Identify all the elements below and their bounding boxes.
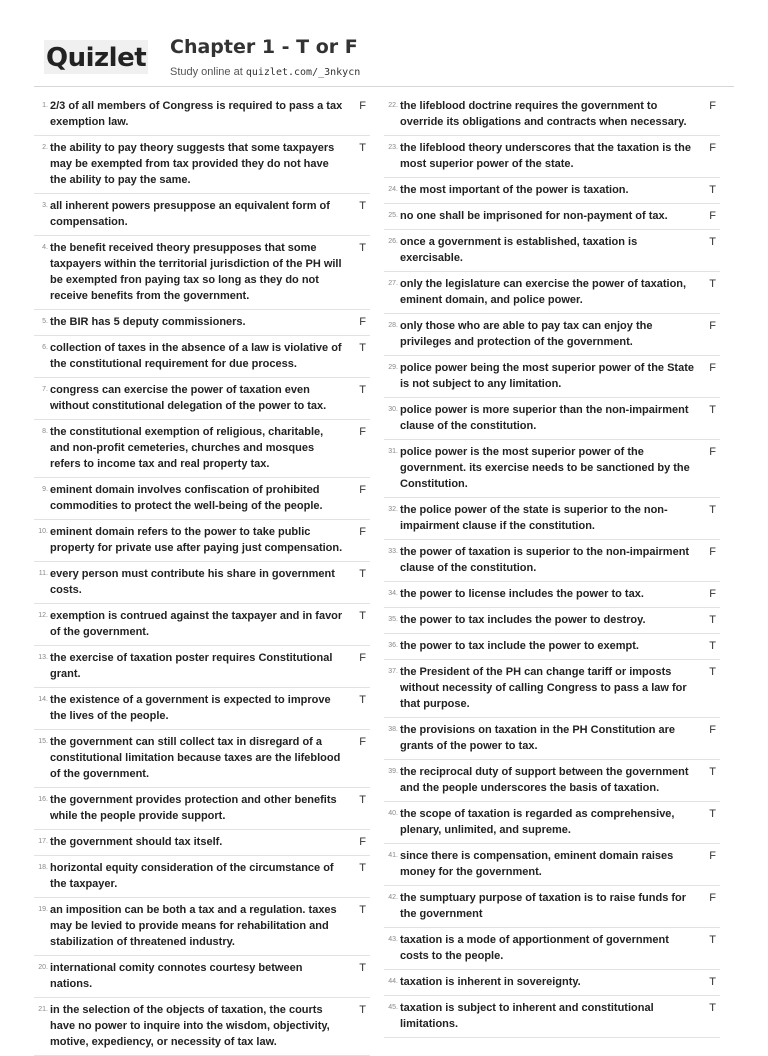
question-text: the reciprocal duty of support between the government and the people underscores the basis of taxation.: [400, 766, 689, 794]
question-text: the benefit received theory presupposes that some taxpayers within the territorial jurisdiction of the PH will be exempted fron paying tax so long as they do not receive benefits from the government.: [50, 242, 342, 302]
question-text: the government can still collect tax in disregard of a constitutional limitation because taxes are the lifeblood of the government.: [50, 736, 341, 780]
question-text: the existence of a government is expected to improve the lives of the people.: [50, 694, 331, 722]
question-item: [384, 928, 720, 970]
question-text: once a government is established, taxation is exercisable.: [400, 236, 638, 264]
question-number: 27.: [388, 280, 398, 287]
question-number: 23.: [388, 144, 398, 151]
question-number: 45.: [388, 1004, 398, 1011]
question-text: the ability to pay theory suggests that some taxpayers may be exempted from tax provided they do not have the ability to pay the same.: [50, 142, 335, 186]
question-number: 13.: [38, 654, 48, 661]
question-text: eminent domain involves confiscation of prohibited commodities to protect the well-being of the people.: [50, 484, 323, 512]
question-item: [384, 272, 720, 314]
question-item: [384, 608, 720, 634]
question-number: 39.: [388, 768, 398, 775]
question-item: [384, 230, 720, 272]
question-number: 7.: [42, 386, 48, 393]
answer-value: T: [709, 640, 716, 652]
question-text: taxation is subject to inherent and constitutional limitations.: [400, 1002, 654, 1030]
question-number: 31.: [388, 448, 398, 455]
question-number: 37.: [388, 668, 398, 675]
question-number: 6.: [42, 344, 48, 351]
question-text: only those who are able to pay tax can enjoy the privileges and protection of the government.: [400, 320, 653, 348]
question-item: [34, 688, 370, 730]
question-text: 2/3 of all members of Congress is required to pass a tax exemption law.: [50, 100, 343, 128]
question-item: [384, 204, 720, 230]
question-text: only the legislature can exercise the power of taxation, eminent domain, and police power.: [400, 278, 687, 306]
answer-value: T: [359, 694, 366, 706]
question-number: 4.: [42, 244, 48, 251]
question-number: 3.: [42, 202, 48, 209]
question-text: international comity connotes courtesy between nations.: [50, 962, 303, 990]
answer-value: T: [709, 614, 716, 626]
page-subtitle: [170, 66, 360, 78]
question-item: [384, 634, 720, 660]
answer-value: T: [709, 1002, 716, 1014]
answer-value: T: [359, 1004, 366, 1016]
question-text: police power is the most superior power of the government. its exercise needs to be sanctioned by the Constitution.: [400, 446, 690, 490]
question-text: eminent domain refers to the power to take public property for private use after paying just compensation.: [50, 526, 343, 554]
question-text: congress can exercise the power of taxation even without constitutional delegation of the power to tax.: [50, 384, 327, 412]
answer-value: T: [359, 384, 366, 396]
question-item: [34, 998, 370, 1056]
answer-value: F: [359, 316, 366, 328]
answer-value: T: [359, 962, 366, 974]
question-number: 10.: [38, 528, 48, 535]
question-text: the exercise of taxation poster requires Constitutional grant.: [50, 652, 333, 680]
question-item: [384, 760, 720, 802]
question-number: 26.: [388, 238, 398, 245]
question-item: [34, 420, 370, 478]
question-text: an imposition can be both a tax and a regulation. taxes may be levied to provide means for rehabilitation and stabilization of threatened industry.: [50, 904, 337, 948]
question-text: in the selection of the objects of taxation, the courts have no power to inquire into the wisdom, objectivity, motive, expediency, or necessity of tax law.: [50, 1004, 330, 1048]
question-text: the police power of the state is superior to the non-impairment clause if the constitution.: [400, 504, 668, 532]
question-number: 1.: [42, 102, 48, 109]
answer-value: T: [359, 904, 366, 916]
question-item: [384, 996, 720, 1038]
question-item: [34, 646, 370, 688]
question-item: [34, 956, 370, 998]
question-number: 25.: [388, 212, 398, 219]
question-number: 15.: [38, 738, 48, 745]
answer-value: T: [709, 766, 716, 778]
answer-value: T: [359, 200, 366, 212]
question-number: 5.: [42, 318, 48, 325]
question-item: [34, 194, 370, 236]
answer-value: F: [709, 546, 716, 558]
question-item: [34, 336, 370, 378]
question-number: 19.: [38, 906, 48, 913]
question-number: 17.: [38, 838, 48, 845]
question-text: police power being the most superior power of the State is not subject to any limitation.: [400, 362, 694, 390]
question-number: 34.: [388, 590, 398, 597]
question-text: taxation is a mode of apportionment of government costs to the people.: [400, 934, 669, 962]
answer-value: F: [709, 446, 716, 458]
question-item: [34, 478, 370, 520]
question-number: 41.: [388, 852, 398, 859]
question-number: 42.: [388, 894, 398, 901]
answer-value: F: [709, 850, 716, 862]
question-item: [384, 440, 720, 498]
answer-value: T: [359, 568, 366, 580]
question-item: [384, 844, 720, 886]
quizlet-logo: Quizlet: [44, 40, 148, 74]
question-text: taxation is inherent in sovereignty.: [400, 976, 581, 988]
question-item: [34, 94, 370, 136]
answer-value: F: [359, 836, 366, 848]
question-text: the lifeblood theory underscores that the taxation is the most superior power of the state.: [400, 142, 691, 170]
question-number: 38.: [388, 726, 398, 733]
question-number: 43.: [388, 936, 398, 943]
question-item: [34, 830, 370, 856]
question-text: exemption is contrued against the taxpayer and in favor of the government.: [50, 610, 343, 638]
question-text: the power to license includes the power to tax.: [400, 588, 644, 600]
answer-value: T: [359, 862, 366, 874]
answer-value: F: [709, 588, 716, 600]
question-item: [384, 356, 720, 398]
answer-value: F: [359, 526, 366, 538]
question-number: 11.: [38, 570, 48, 577]
question-item: [34, 562, 370, 604]
subtitle-prefix: Study online at: [170, 66, 246, 78]
question-item: [34, 520, 370, 562]
question-text: the sumptuary purpose of taxation is to raise funds for the government: [400, 892, 687, 920]
question-item: [34, 136, 370, 194]
question-number: 28.: [388, 322, 398, 329]
question-number: 44.: [388, 978, 398, 985]
page-header: [0, 0, 768, 86]
question-text: the power of taxation is superior to the non-impairment clause of the constitution.: [400, 546, 690, 574]
answer-value: F: [359, 736, 366, 748]
answer-value: T: [709, 666, 716, 678]
question-number: 33.: [388, 548, 398, 555]
answer-value: T: [359, 142, 366, 154]
left-question-column: [34, 94, 370, 1056]
question-number: 16.: [38, 796, 48, 803]
question-text: horizontal equity consideration of the circumstance of the taxpayer.: [50, 862, 334, 890]
question-text: the power to tax includes the power to destroy.: [400, 614, 646, 626]
question-number: 21.: [38, 1006, 48, 1013]
question-text: the provisions on taxation in the PH Constitution are grants of the power to tax.: [400, 724, 676, 752]
question-number: 40.: [388, 810, 398, 817]
question-item: [384, 540, 720, 582]
question-item: [34, 236, 370, 310]
answer-value: T: [709, 404, 716, 416]
question-number: 8.: [42, 428, 48, 435]
answer-value: T: [709, 808, 716, 820]
question-text: the BIR has 5 deputy commissioners.: [50, 316, 246, 328]
answer-value: F: [359, 100, 366, 112]
question-item: [384, 136, 720, 178]
header-divider: [34, 86, 734, 87]
question-text: police power is more superior than the non-impairment clause of the constitution.: [400, 404, 689, 432]
question-item: [34, 898, 370, 956]
question-text: the President of the PH can change tariff or imposts without necessity of calling Congress to pass a law for that purpose.: [400, 666, 687, 710]
question-item: [34, 788, 370, 830]
answer-value: F: [709, 892, 716, 904]
question-text: the most important of the power is taxation.: [400, 184, 629, 196]
question-number: 20.: [38, 964, 48, 971]
question-item: [384, 178, 720, 204]
question-text: every person must contribute his share in government costs.: [50, 568, 335, 596]
answer-value: T: [709, 934, 716, 946]
question-item: [384, 886, 720, 928]
answer-value: F: [709, 210, 716, 222]
answer-value: T: [359, 794, 366, 806]
question-text: collection of taxes in the absence of a law is violative of the constitutional requirement for due process.: [50, 342, 342, 370]
question-item: [384, 398, 720, 440]
answer-value: T: [709, 504, 716, 516]
answer-value: F: [709, 100, 716, 112]
answer-value: F: [709, 724, 716, 736]
study-url: quizlet.com/_3nkycn: [245, 67, 361, 78]
question-text: since there is compensation, eminent domain raises money for the government.: [400, 850, 674, 878]
question-item: [34, 310, 370, 336]
answer-value: T: [709, 184, 716, 196]
answer-value: T: [709, 278, 716, 290]
question-number: 22.: [388, 102, 398, 109]
question-number: 2.: [42, 144, 48, 151]
question-number: 12.: [38, 612, 48, 619]
answer-value: T: [359, 610, 366, 622]
answer-value: F: [359, 484, 366, 496]
question-number: 9.: [42, 486, 48, 493]
question-number: 14.: [38, 696, 48, 703]
question-text: the constitutional exemption of religious, charitable, and non-profit cemeteries, churches and mosques refers to income tax and real property tax.: [50, 426, 324, 470]
question-item: [34, 378, 370, 420]
question-item: [34, 730, 370, 788]
question-text: no one shall be imprisoned for non-payment of tax.: [400, 210, 668, 222]
answer-value: F: [709, 320, 716, 332]
question-item: [384, 718, 720, 760]
answer-value: F: [359, 426, 366, 438]
question-text: the scope of taxation is regarded as comprehensive, plenary, unlimited, and supreme.: [400, 808, 675, 836]
question-number: 32.: [388, 506, 398, 513]
answer-value: F: [709, 362, 716, 374]
question-number: 29.: [388, 364, 398, 371]
question-number: 36.: [388, 642, 398, 649]
answer-value: F: [709, 142, 716, 154]
question-item: [384, 94, 720, 136]
question-text: all inherent powers presuppose an equivalent form of compensation.: [50, 200, 330, 228]
question-text: the government should tax itself.: [50, 836, 223, 848]
page-title: Chapter 1 - T or F: [170, 36, 358, 58]
question-number: 18.: [38, 864, 48, 871]
question-number: 24.: [388, 186, 398, 193]
question-number: 30.: [388, 406, 398, 413]
question-item: [34, 856, 370, 898]
question-text: the government provides protection and other benefits while the people provide support.: [50, 794, 337, 822]
answer-value: F: [359, 652, 366, 664]
question-item: [384, 660, 720, 718]
right-question-column: [384, 94, 720, 1038]
question-text: the power to tax include the power to exempt.: [400, 640, 639, 652]
answer-value: T: [709, 976, 716, 988]
question-item: [384, 970, 720, 996]
answer-value: T: [359, 342, 366, 354]
question-item: [384, 802, 720, 844]
answer-value: T: [359, 242, 366, 254]
question-item: [34, 604, 370, 646]
question-text: the lifeblood doctrine requires the government to override its obligations and contracts when necessary.: [400, 100, 687, 128]
answer-value: T: [709, 236, 716, 248]
question-item: [384, 314, 720, 356]
question-item: [384, 582, 720, 608]
question-item: [384, 498, 720, 540]
question-number: 35.: [388, 616, 398, 623]
